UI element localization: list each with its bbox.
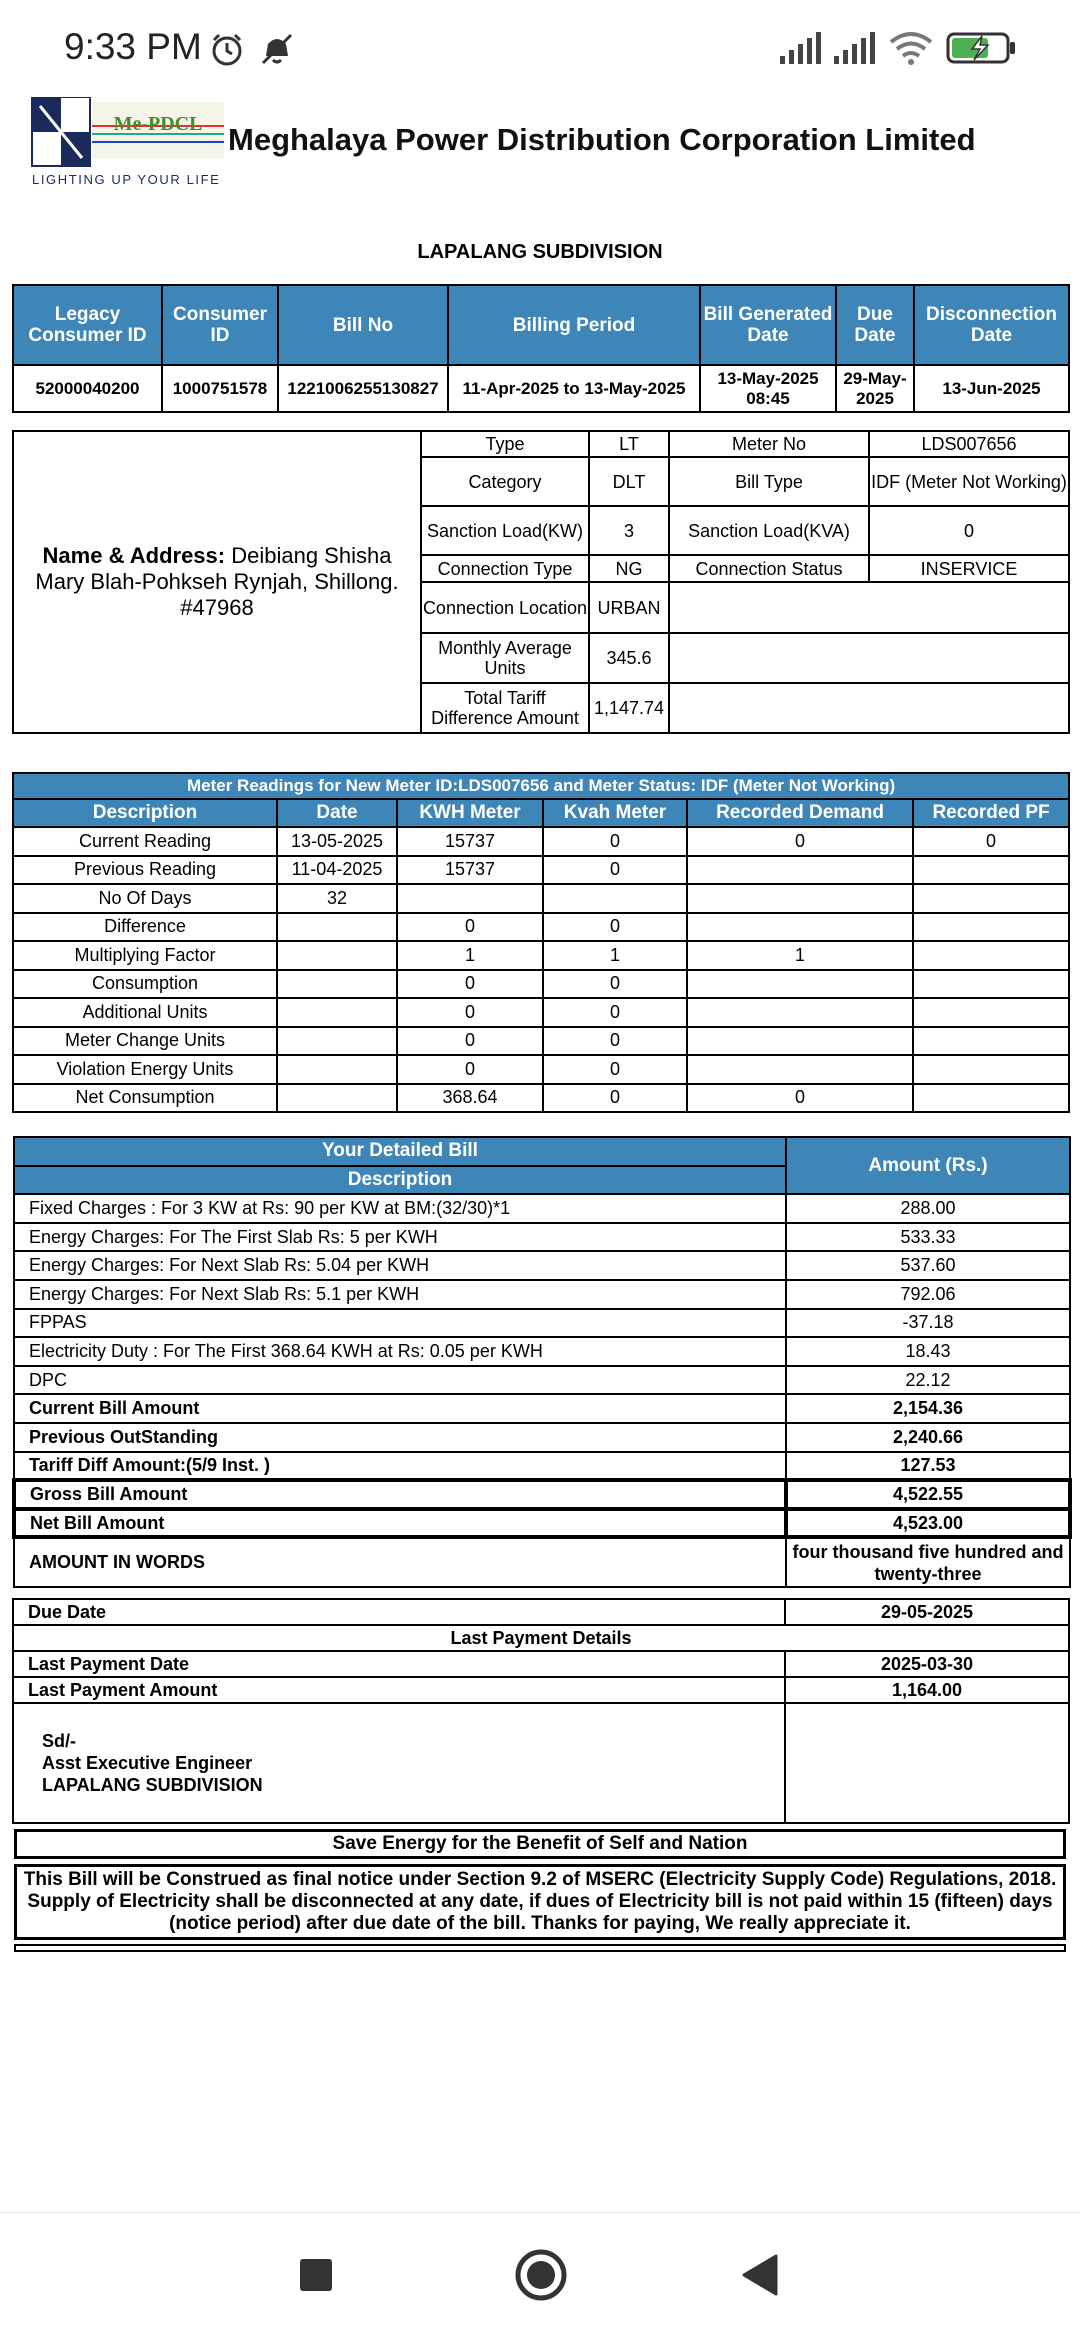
signature-block bbox=[13, 1703, 785, 1823]
column-header: KWH Meter bbox=[397, 799, 543, 827]
table-cell: 0 bbox=[543, 827, 687, 856]
table-cell bbox=[687, 970, 913, 999]
table-cell bbox=[277, 1055, 397, 1084]
table-cell: 1 bbox=[687, 941, 913, 970]
table-row bbox=[13, 1055, 1069, 1084]
bill-row bbox=[14, 1337, 1070, 1366]
bill-description: Previous OutStanding bbox=[14, 1423, 786, 1452]
bill-description: Tariff Diff Amount:(5/9 Inst. ) bbox=[14, 1452, 786, 1481]
monthly-avg-label: Monthly Average Units bbox=[421, 633, 589, 683]
column-header: Kvah Meter bbox=[543, 799, 687, 827]
amount-words-label: AMOUNT IN WORDS bbox=[14, 1537, 786, 1587]
table-cell bbox=[543, 884, 687, 913]
table-cell: 0 bbox=[543, 1055, 687, 1084]
header-cell: Bill No bbox=[278, 285, 448, 365]
amount-words-value: four thousand five hundred and twenty-three bbox=[786, 1537, 1070, 1587]
signature-line: Asst Executive Engineer bbox=[42, 1753, 253, 1773]
table-cell: 368.64 bbox=[397, 1084, 543, 1113]
table-cell: Previous Reading bbox=[13, 856, 277, 885]
status-time: 9:33 PM bbox=[64, 26, 202, 67]
empty-cell bbox=[669, 633, 1069, 683]
consumer-id: 1000751578 bbox=[162, 365, 278, 412]
table-cell: 0 bbox=[397, 913, 543, 942]
last-payment-date-label: Last Payment Date bbox=[13, 1651, 785, 1677]
table-row bbox=[13, 827, 1069, 856]
table-cell bbox=[913, 856, 1069, 885]
consumer-details-table bbox=[12, 430, 1070, 734]
table-cell: 0 bbox=[543, 1084, 687, 1113]
table-cell: 0 bbox=[687, 1084, 913, 1113]
conn-status-label: Connection Status bbox=[669, 555, 869, 582]
meter-rows bbox=[13, 827, 1069, 1112]
bill-description: Current Bill Amount bbox=[14, 1394, 786, 1423]
table-cell bbox=[277, 970, 397, 999]
home-circle-icon[interactable] bbox=[514, 2248, 568, 2307]
last-payment-amount-label: Last Payment Amount bbox=[13, 1677, 785, 1703]
table-cell: 0 bbox=[397, 970, 543, 999]
status-bar bbox=[0, 0, 1080, 96]
divider bbox=[14, 1944, 1066, 1952]
bill-description: Energy Charges: For Next Slab Rs: 5.04 per KWH bbox=[14, 1251, 786, 1280]
table-cell bbox=[687, 884, 913, 913]
back-triangle-icon[interactable] bbox=[740, 2253, 780, 2302]
table-cell: 15737 bbox=[397, 856, 543, 885]
bill-row bbox=[14, 1423, 1070, 1452]
final-notice: This Bill will be Construed as final notice under Section 9.2 of MSERC (Electricity Supply Code) Regulations, 2018. Supply of Electricity shall be disconnected at any date, if dues of Electricity bill is not paid within 15 (fifteen) days (notice period) after due date of the bill. Thanks for paying, We really appreciate it. bbox=[14, 1864, 1066, 1940]
bill-summary-table bbox=[12, 284, 1070, 413]
sanction-kw-value: 3 bbox=[589, 506, 669, 555]
table-cell bbox=[913, 941, 1069, 970]
column-header: Recorded PF bbox=[913, 799, 1069, 827]
bill-no: 1221006255130827 bbox=[278, 365, 448, 412]
billing-period: 11-Apr-2025 to 13-May-2025 bbox=[448, 365, 700, 412]
table-cell: 11-04-2025 bbox=[277, 856, 397, 885]
bill-rows bbox=[14, 1194, 1070, 1480]
table-row bbox=[13, 998, 1069, 1027]
due-date-value: 29-05-2025 bbox=[785, 1599, 1069, 1625]
table-cell bbox=[397, 884, 543, 913]
table-cell: 1 bbox=[397, 941, 543, 970]
bill-generated-date: 13-May-2025 08:45 bbox=[700, 365, 836, 412]
meter-readings-table bbox=[12, 772, 1070, 1113]
table-cell: 0 bbox=[543, 1027, 687, 1056]
due-date-label: Due Date bbox=[13, 1599, 785, 1625]
alarm-icon bbox=[208, 30, 246, 73]
table-cell bbox=[687, 1027, 913, 1056]
table-row bbox=[13, 856, 1069, 885]
tariff-diff-label: Total Tariff Difference Amount bbox=[421, 683, 589, 733]
conn-type-label: Connection Type bbox=[421, 555, 589, 582]
table-cell bbox=[687, 856, 913, 885]
table-cell: Additional Units bbox=[13, 998, 277, 1027]
bill-amount: 18.43 bbox=[786, 1337, 1070, 1366]
table-cell bbox=[913, 1084, 1069, 1113]
bill-type-value: IDF (Meter Not Working) bbox=[869, 457, 1069, 506]
table-cell: 0 bbox=[687, 827, 913, 856]
bill-row bbox=[14, 1194, 1070, 1223]
empty-cell bbox=[785, 1703, 1069, 1823]
column-header: Recorded Demand bbox=[687, 799, 913, 827]
bill-description: Energy Charges: For The First Slab Rs: 5 per KWH bbox=[14, 1223, 786, 1252]
table-cell bbox=[687, 913, 913, 942]
table-cell bbox=[913, 1055, 1069, 1084]
header-cell: Bill Generated Date bbox=[700, 285, 836, 365]
table-cell: 0 bbox=[397, 1027, 543, 1056]
sanction-kva-value: 0 bbox=[869, 506, 1069, 555]
table-cell bbox=[277, 998, 397, 1027]
gross-bill-label: Gross Bill Amount bbox=[14, 1480, 786, 1509]
bill-row bbox=[14, 1394, 1070, 1423]
monthly-avg-value: 345.6 bbox=[589, 633, 669, 683]
svg-text:Me-PDCL: Me-PDCL bbox=[113, 113, 203, 135]
category-label: Category bbox=[421, 457, 589, 506]
header-cell: Due Date bbox=[836, 285, 914, 365]
bill-description: FPPAS bbox=[14, 1309, 786, 1338]
meter-no-label: Meter No bbox=[669, 431, 869, 457]
bill-amount: 533.33 bbox=[786, 1223, 1070, 1252]
table-cell bbox=[913, 970, 1069, 999]
bill-amount: 2,154.36 bbox=[786, 1394, 1070, 1423]
table-cell bbox=[277, 1027, 397, 1056]
detailed-bill-table bbox=[12, 1136, 1072, 1588]
table-cell: Consumption bbox=[13, 970, 277, 999]
tariff-diff-value: 1,147.74 bbox=[589, 683, 669, 733]
table-cell: 0 bbox=[397, 1055, 543, 1084]
subdivision-title: LAPALANG SUBDIVISION bbox=[417, 241, 663, 263]
last-payment-title: Last Payment Details bbox=[13, 1625, 1069, 1651]
divider bbox=[0, 2212, 1080, 2213]
table-row bbox=[13, 913, 1069, 942]
bill-description: DPC bbox=[14, 1366, 786, 1395]
table-cell: Current Reading bbox=[13, 827, 277, 856]
bill-row bbox=[14, 1251, 1070, 1280]
due-date-value: 29-May-2025 bbox=[836, 365, 914, 412]
table-cell bbox=[913, 1027, 1069, 1056]
gross-bill-value: 4,522.55 bbox=[786, 1480, 1070, 1509]
bill-amount: 792.06 bbox=[786, 1280, 1070, 1309]
table-cell bbox=[277, 1084, 397, 1113]
table-cell: Meter Change Units bbox=[13, 1027, 277, 1056]
bill-row bbox=[14, 1309, 1070, 1338]
description-header: Description bbox=[14, 1166, 786, 1195]
sanction-kw-label: Sanction Load(KW) bbox=[421, 506, 589, 555]
table-cell: 0 bbox=[397, 998, 543, 1027]
table-cell: 0 bbox=[543, 913, 687, 942]
logo-tagline: LIGHTING UP YOUR LIFE bbox=[32, 172, 221, 187]
table-cell: 32 bbox=[277, 884, 397, 913]
last-payment-date-value: 2025-03-30 bbox=[785, 1651, 1069, 1677]
bill-summary-header bbox=[13, 285, 1069, 365]
table-cell: Net Consumption bbox=[13, 1084, 277, 1113]
table-cell: 13-05-2025 bbox=[277, 827, 397, 856]
table-cell: 0 bbox=[913, 827, 1069, 856]
bill-amount: 288.00 bbox=[786, 1194, 1070, 1223]
table-row bbox=[13, 970, 1069, 999]
table-cell: 15737 bbox=[397, 827, 543, 856]
bill-amount: 127.53 bbox=[786, 1452, 1070, 1481]
table-cell: Multiplying Factor bbox=[13, 941, 277, 970]
wifi-icon bbox=[888, 30, 934, 71]
header-cell: Consumer ID bbox=[162, 285, 278, 365]
bill-row bbox=[14, 1366, 1070, 1395]
table-cell: 0 bbox=[543, 998, 687, 1027]
bill-row bbox=[14, 1280, 1070, 1309]
meter-readings-title: Meter Readings for New Meter ID:LDS007656 and Meter Status: IDF (Meter Not Working) bbox=[13, 773, 1069, 799]
net-bill-value: 4,523.00 bbox=[786, 1509, 1070, 1538]
empty-cell bbox=[669, 582, 1069, 633]
legacy-consumer-id: 52000040200 bbox=[13, 365, 162, 412]
company-name: Meghalaya Power Distribution Corporation Limited bbox=[228, 122, 976, 157]
type-value: LT bbox=[589, 431, 669, 457]
table-cell bbox=[687, 998, 913, 1027]
table-row bbox=[13, 1027, 1069, 1056]
conn-status-value: INSERVICE bbox=[869, 555, 1069, 582]
mute-icon bbox=[258, 30, 296, 73]
table-cell bbox=[913, 884, 1069, 913]
column-header: Date bbox=[277, 799, 397, 827]
name-address-label: Name & Address: bbox=[42, 543, 226, 568]
bill-type-label: Bill Type bbox=[669, 457, 869, 506]
signal-icon bbox=[780, 32, 824, 69]
bill-description: Energy Charges: For Next Slab Rs: 5.1 per KWH bbox=[14, 1280, 786, 1309]
bill-amount: 22.12 bbox=[786, 1366, 1070, 1395]
table-cell: Difference bbox=[13, 913, 277, 942]
table-cell bbox=[277, 941, 397, 970]
last-payment-amount-value: 1,164.00 bbox=[785, 1677, 1069, 1703]
table-cell: 0 bbox=[543, 856, 687, 885]
table-cell bbox=[687, 1055, 913, 1084]
payment-table bbox=[12, 1598, 1070, 1824]
header-cell: Billing Period bbox=[448, 285, 700, 365]
conn-location-value: URBAN bbox=[589, 582, 669, 633]
table-row bbox=[13, 884, 1069, 913]
recents-square-icon[interactable] bbox=[300, 2259, 332, 2291]
bill-summary-row bbox=[13, 365, 1069, 412]
amount-header: Amount (Rs.) bbox=[786, 1137, 1070, 1194]
sanction-kva-label: Sanction Load(KVA) bbox=[669, 506, 869, 555]
header-cell: Disconnection Date bbox=[914, 285, 1069, 365]
name-address-value: Deibiang Shisha Mary Blah-Pohkseh Rynjah, Shillong. #47968 bbox=[35, 543, 399, 620]
table-cell: Violation Energy Units bbox=[13, 1055, 277, 1084]
table-cell bbox=[277, 913, 397, 942]
column-header: Description bbox=[13, 799, 277, 827]
energy-slogan: Save Energy for the Benefit of Self and Nation bbox=[14, 1829, 1066, 1859]
detailed-bill-title: Your Detailed Bill bbox=[14, 1137, 786, 1166]
battery-charging-icon bbox=[946, 30, 1018, 71]
table-cell bbox=[913, 913, 1069, 942]
table-cell: 0 bbox=[543, 970, 687, 999]
table-cell: 1 bbox=[543, 941, 687, 970]
type-label: Type bbox=[421, 431, 589, 457]
disconnection-date: 13-Jun-2025 bbox=[914, 365, 1069, 412]
conn-type-value: NG bbox=[589, 555, 669, 582]
table-cell: No Of Days bbox=[13, 884, 277, 913]
name-address bbox=[13, 431, 421, 733]
net-bill-label: Net Bill Amount bbox=[14, 1509, 786, 1538]
bill-row bbox=[14, 1452, 1070, 1481]
bill-amount: -37.18 bbox=[786, 1309, 1070, 1338]
conn-location-label: Connection Location bbox=[421, 582, 589, 633]
header-cell: Legacy Consumer ID bbox=[13, 285, 162, 365]
bill-amount: 537.60 bbox=[786, 1251, 1070, 1280]
empty-cell bbox=[669, 683, 1069, 733]
signature-line: LAPALANG SUBDIVISION bbox=[42, 1775, 263, 1795]
table-row bbox=[13, 941, 1069, 970]
signal-icon bbox=[834, 32, 878, 69]
bill-amount: 2,240.66 bbox=[786, 1423, 1070, 1452]
bill-description: Fixed Charges : For 3 KW at Rs: 90 per KW at BM:(32/30)*1 bbox=[14, 1194, 786, 1223]
signature-line: Sd/- bbox=[42, 1731, 76, 1751]
meter-no-value: LDS007656 bbox=[869, 431, 1069, 457]
table-cell bbox=[913, 998, 1069, 1027]
category-value: DLT bbox=[589, 457, 669, 506]
table-row bbox=[13, 1084, 1069, 1113]
bill-row bbox=[14, 1223, 1070, 1252]
bill-description: Electricity Duty : For The First 368.64 KWH at Rs: 0.05 per KWH bbox=[14, 1337, 786, 1366]
